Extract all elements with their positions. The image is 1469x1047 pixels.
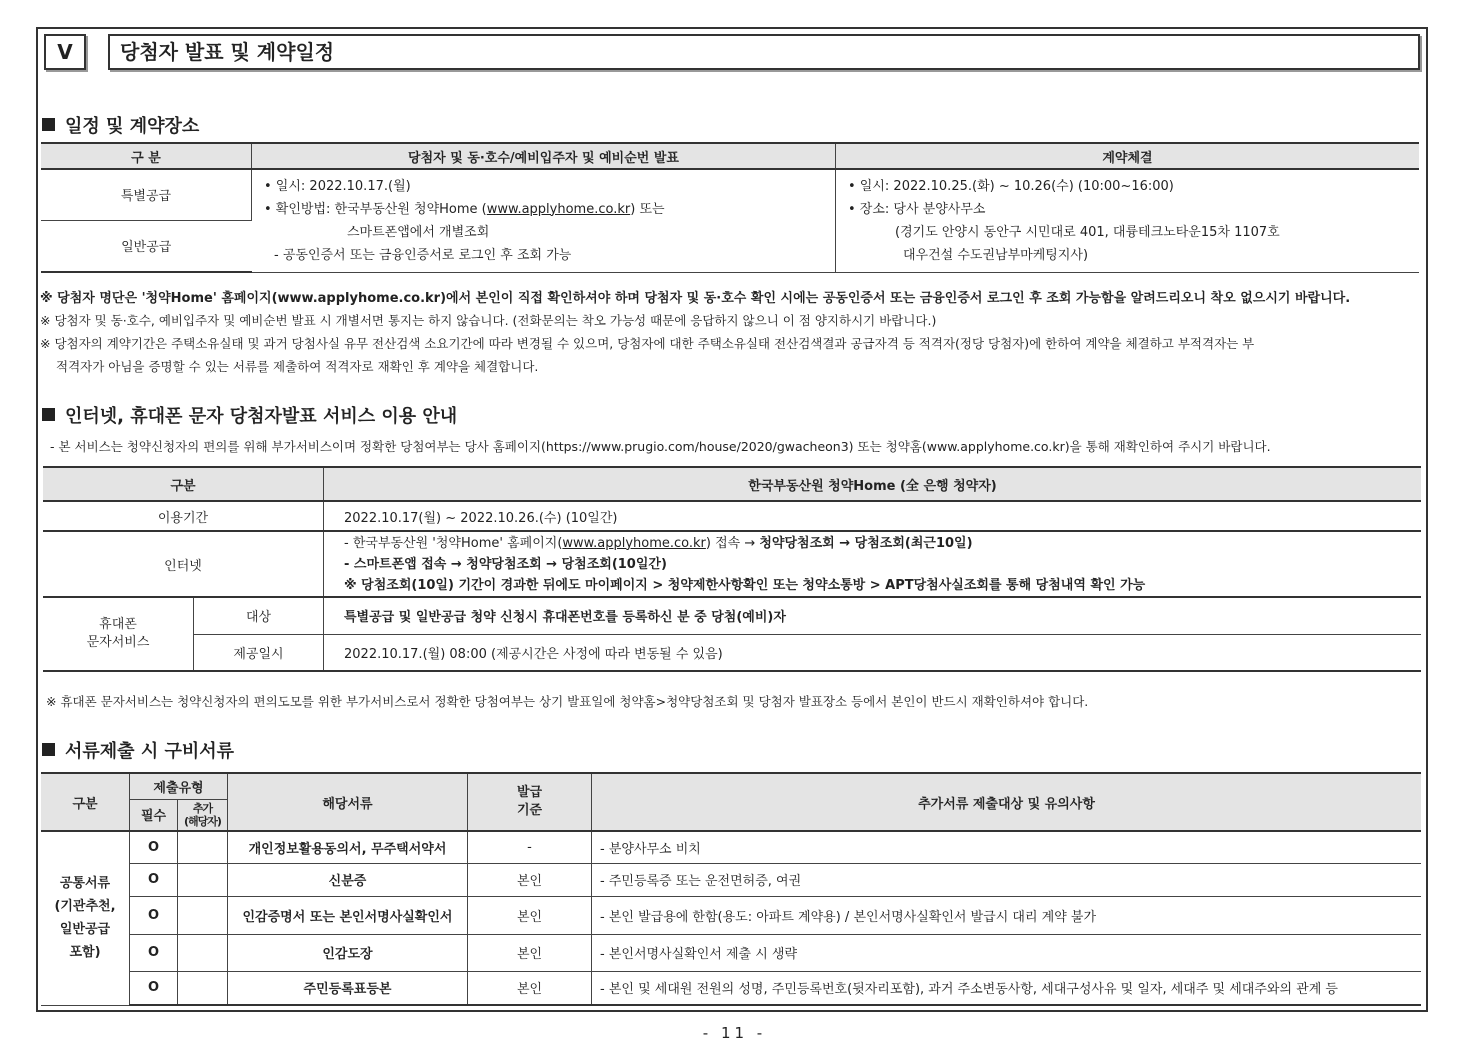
contract-line: 대우건설 수도권남부마케팅지사) [903, 247, 1089, 263]
doc-col-required: 필수 [130, 799, 178, 831]
service-table [43, 466, 1421, 672]
doc-name: 신분증 [228, 863, 468, 896]
applyhome-link[interactable]: www.applyhome.co.kr [486, 201, 631, 217]
doc-required-mark: O [130, 831, 178, 863]
doc-col-type: 제출유형 [130, 773, 228, 799]
section-number: V [44, 34, 86, 70]
announce-line: • 확인방법: 한국부동산원 청약Home (www.applyhome.co.kr) 또는 [264, 201, 665, 217]
service-row-period: 이용기간 [43, 501, 324, 531]
doc-extra-mark [178, 934, 228, 971]
doc-name: 인감증명서 또는 본인서명사실확인서 [228, 896, 468, 934]
doc-col-issue: 발급 기준 [468, 773, 592, 831]
schedule-row-general: 일반공급 [41, 220, 252, 272]
schedule-note: ※ 당첨자의 계약기간은 주택소유실태 및 과거 당첨사실 유무 전산검색 소요기간에 따라 변경될 수 있으며, 당첨자에 대한 주택소유실태 전산검색결과 공급자격 등 적격자(정당 당첨자)에 한하여 계약을 체결하고 부적격자는 부 [40, 336, 1255, 351]
square-bullet-icon [42, 743, 55, 756]
doc-required-mark: O [130, 971, 178, 1005]
announce-line: • 일시: 2022.10.17.(월) [264, 178, 411, 194]
contract-line: • 장소: 당사 분양사무소 [848, 201, 986, 217]
doc-note: - 본인 발급용에 한함(용도: 아파트 계약용) / 본인서명사실확인서 발급시 대리 계약 불가 [592, 896, 1422, 934]
doc-col-category: 구분 [41, 773, 130, 831]
doc-note: - 주민등록증 또는 운전면허증, 여권 [592, 863, 1422, 896]
sms-sub-time: 제공일시 [194, 634, 324, 671]
doc-required-mark: O [130, 896, 178, 934]
service-note: ※ 휴대폰 문자서비스는 청약신청자의 편의도모를 위한 부가서비스로서 정확한 당첨여부는 상기 발표일에 청약홈>청약당첨조회 및 당첨자 발표장소 등에서 본인이 반드시 재확인하셔야 합니다. [46, 694, 1089, 709]
service-intro: - 본 서비스는 청약신청자의 편의를 위해 부가서비스이며 정확한 당첨여부는 당사 홈페이지(https://www.prugio.com/house/2020/gwacheon3) 또는 청약홈(www.applyhome.co.kr)을 통해 재확인하여 주시기 바랍니다. [50, 439, 1271, 454]
doc-required-mark: O [130, 934, 178, 971]
doc-col-notes: 추가서류 제출대상 및 유의사항 [592, 773, 1422, 831]
doc-extra-mark [178, 971, 228, 1005]
target-value: 특별공급 및 일반공급 청약 신청시 휴대폰번호를 등록하신 분 중 당첨(예비)자 [324, 597, 1422, 634]
schedule-table [41, 142, 1419, 273]
service-row-sms: 휴대폰 문자서비스 [43, 597, 194, 671]
service-row-internet: 인터넷 [43, 531, 324, 597]
period-value: 2022.10.17(월) ~ 2022.10.26.(수) (10일간) [324, 501, 1422, 531]
doc-extra-mark [178, 896, 228, 934]
doc-name: 개인정보활용동의서, 무주택서약서 [228, 831, 468, 863]
contract-line: • 일시: 2022.10.25.(화) ~ 10.26(수) (10:00~16:00) [848, 178, 1174, 194]
doc-col-doc: 해당서류 [228, 773, 468, 831]
doc-extra-mark [178, 831, 228, 863]
applyhome-link[interactable]: www.applyhome.co.kr [562, 535, 706, 551]
schedule-note: ※ 당첨자 및 동·호수, 예비입주자 및 예비순번 발표 시 개별서면 통지는 하지 않습니다. (전화문의는 착오 가능성 때문에 응답하지 않으니 이 점 양지하시기 바랍니다.) [40, 313, 937, 328]
sms-sub-target: 대상 [194, 597, 324, 634]
doc-issue: 본인 [468, 896, 592, 934]
doc-required-mark: O [130, 863, 178, 896]
doc-col-extra: 추가 (해당자) [178, 799, 228, 831]
announce-cell [252, 169, 836, 272]
announce-line: - 공동인증서 또는 금융인증서로 로그인 후 조회 가능 [274, 247, 572, 263]
internet-line: - 스마트폰앱 접속 → 청약당첨조회 → 당첨조회(10일간) [344, 556, 667, 572]
doc-issue: 본인 [468, 971, 592, 1005]
schedule-note: ※ 당첨자 명단은 '청약Home' 홈페이지(www.applyhome.co.kr)에서 본인이 직접 확인하셔야 하며 당첨자 및 동·호수 확인 시에는 공동인증서 또는 금융인증서 로그인 후 조회 가능함을 알려드리오니 착오 없으시기 바랍니다. [40, 291, 1351, 306]
doc-group-common: 공통서류 (기관추천, 일반공급 포함) [41, 831, 130, 1005]
schedule-col-announce: 당첨자 및 동·호수/예비입주자 및 예비순번 발표 [252, 143, 836, 169]
internet-cell [324, 531, 1422, 597]
documents-heading: 서류제출 시 구비서류 [42, 737, 234, 763]
page-number: - 11 - [702, 1024, 767, 1042]
square-bullet-icon [42, 118, 55, 131]
time-value: 2022.10.17.(월) 08:00 (제공시간은 사정에 따라 변동될 수 있음) [324, 634, 1422, 671]
contract-line: (경기도 안양시 동안구 시민대로 401, 대륭테크노타운15차 1107호 [895, 224, 1280, 240]
doc-note: - 본인서명사실확인서 제출 시 생략 [592, 934, 1422, 971]
service-heading: 인터넷, 휴대폰 문자 당첨자발표 서비스 이용 안내 [42, 402, 457, 428]
doc-note: - 본인 및 세대원 전원의 성명, 주민등록번호(뒷자리포함), 과거 주소변동사항, 세대구성사유 및 일자, 세대주 및 세대주와의 관계 등 [592, 971, 1422, 1005]
schedule-row-special: 특별공급 [41, 169, 252, 220]
service-col-category: 구분 [43, 467, 324, 501]
doc-note: - 분양사무소 비치 [592, 831, 1422, 863]
service-col-provider: 한국부동산원 청약Home (全 은행 청약자) [324, 467, 1422, 501]
announce-line: 스마트폰앱에서 개별조회 [347, 224, 490, 240]
schedule-col-contract: 계약체결 [836, 143, 1420, 169]
schedule-heading: 일정 및 계약장소 [42, 112, 199, 138]
contract-cell [836, 169, 1420, 272]
doc-issue: 본인 [468, 934, 592, 971]
doc-issue: - [468, 831, 592, 863]
internet-line: ※ 당첨조회(10일) 기간이 경과한 뒤에도 마이페이지 > 청약제한사항확인 또는 청약소통방 > APT당첨사실조회를 통해 당첨내역 확인 가능 [344, 577, 1146, 593]
schedule-note: 적격자가 아님을 증명할 수 있는 서류를 제출하여 적격자로 재확인 후 계약을 체결합니다. [56, 359, 539, 374]
doc-issue: 본인 [468, 863, 592, 896]
schedule-col-category: 구 분 [41, 143, 252, 169]
doc-extra-mark [178, 863, 228, 896]
section-title: 당첨자 발표 및 계약일정 [108, 34, 1420, 70]
documents-table [41, 772, 1421, 1006]
internet-line: - 한국부동산원 '청약Home' 홈페이지(www.applyhome.co.kr) 접속 → 청약당첨조회 → 당첨조회(최근10일) [344, 535, 973, 551]
doc-name: 주민등록표등본 [228, 971, 468, 1005]
square-bullet-icon [42, 408, 55, 421]
doc-name: 인감도장 [228, 934, 468, 971]
